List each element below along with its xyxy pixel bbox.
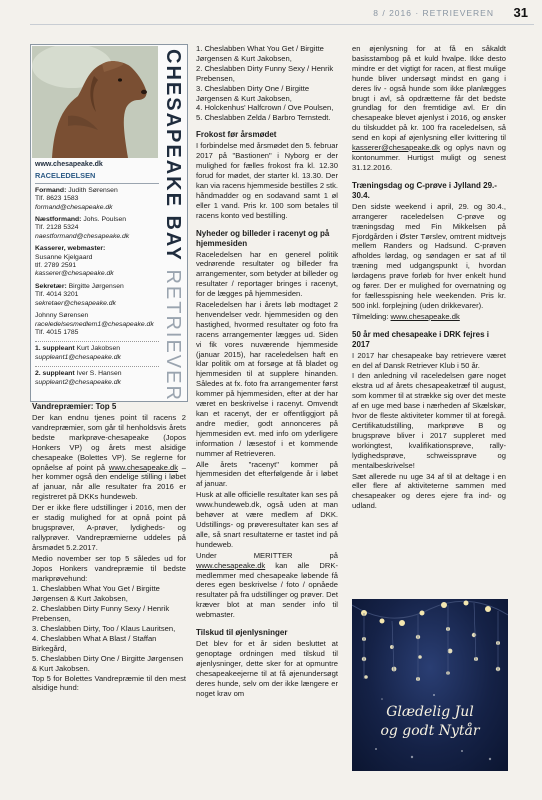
contact-name: Johs. Poulsen (83, 216, 127, 224)
dog-photo (32, 46, 158, 158)
page-number: 31 (513, 5, 528, 20)
list-item: 1. Cheslabben What You Get / Birgitte Jørgensen & Kurt Jakobsen, (32, 584, 160, 604)
divider (35, 366, 159, 367)
list-item: 1. Cheslabben What You Get / Birgitte Jørgensen & Kurt Jakobsen, (196, 44, 324, 63)
paragraph: Den sidste weekend i april, 29. og 30.4., arrangerer raceledelsen C-prøve og træningsdag med Fin Mikkelsen på Fjordgården i Øster Tørslev, omtrent midtvejs mellem Randers og Hadsund. C-prøven afholdes lørdag, og søndagen er sat af til træning med udgangspunkt i, hvordan lørdagens prøve forløb for hver enkelt hund og fører. Der er mulighed for overnatning og for fællesspisning hele weekenden. Pris kr. 500 inkl. forplejning (uden drikkevarer). (352, 201, 506, 310)
list-item: 2. Cheslabben Dirty Funny Sexy / Henrik Prebensen, (196, 63, 334, 83)
contact-formand (35, 187, 159, 212)
contact-kasserer (35, 245, 159, 279)
website-link[interactable]: www.chesapeake.dk (196, 560, 266, 570)
contact-name: Birgitte Jørgensen (68, 282, 124, 290)
role-label: Formand: (35, 186, 67, 194)
role-label: Kasserer, webmaster: (35, 245, 106, 253)
paragraph (352, 44, 506, 173)
website-link[interactable]: www.chesapeake.dk (390, 311, 460, 321)
contact-email-link[interactable]: raceledelsesmedlem1@chesapeake.dk (35, 320, 154, 328)
page-header (0, 5, 542, 21)
contact-email-link[interactable]: suppleant2@chesapeake.dk (35, 378, 121, 386)
paragraph: Raceledelsen har en generel politik vedrørende resultater og billeder fra arrangementer, som betyder at billeder og resultater / reportager bringes i racenyt, for de lægges på hjemmesiden. (196, 249, 338, 299)
contact-name: Iver S. Hansen (76, 370, 122, 378)
article-heading: Nyheder og billeder i racenyt og på hjemmesiden (196, 228, 330, 248)
paragraph: Sæt allerede nu uge 34 af til at deltage i en eller flere af aktiviteterne sammen med chesapeaker og deres ejere fra ind- og udland. (352, 471, 506, 511)
contact-name: Susanne Kjelgaard (35, 253, 93, 261)
contact-suppleant-2 (35, 370, 159, 387)
list-item: 3. Cheslabben Dirty, Too / Klaus Lauritsen, (32, 624, 176, 634)
contact-name: Kurt Jakobsen (76, 345, 121, 353)
paragraph: Der er ikke flere udstillinger i 2016, men der er stadig mulighed for at opnå point på brugsprøver, A-prøver, lydigheds- og rallyprøver. Vandrepræmierne uddeles på årsmødet 5.2.2017. (32, 503, 186, 552)
divider (35, 341, 159, 342)
header-divider (30, 24, 534, 25)
breed-title-vertical (159, 45, 187, 401)
breed-website-link[interactable]: www.chesapeake.dk (35, 161, 103, 168)
issue-label: 8 / 2016 · RETRIEVEREN (373, 8, 494, 18)
paragraph-text: kan alle DRK-medlemmer med chesapeake løbende få deres egen beskrivelse / foto / opnåede resultater på fra udstillinger og prøver. Det kræver blot at man sender info til webmaster. (196, 560, 338, 620)
paragraph-text: Der kan endnu tjenes point til racens 2 vandrepræmier, som går til henholdsvis årets bedste markprøve-chesapeake (Jopos Honkers VP) og årets mest alsidige chesapeake (Bolettes VP). Se reglerne for opnåelse af point på (32, 413, 186, 472)
contact-member (35, 312, 159, 337)
list-item: 4. Cheslabben What A Blast / Staffan Birkegård, (32, 633, 157, 653)
paragraph-text: Tilmelding: (352, 311, 391, 321)
contact-phone: tlf. 2789 2591 (35, 262, 77, 270)
article-heading: 50 år med chesapeake i DRK fejres i 2017 (352, 329, 489, 349)
contact-phone: Tlf. 2128 5324 (35, 224, 79, 232)
role-label: 1. suppleant (35, 345, 75, 353)
paragraph: Alle årets "racenyt" kommer på hjemmesiden det efterfølgende år i løbet af januar. (196, 459, 338, 489)
contact-phone: Tlf. 4014 3201 (35, 291, 79, 299)
paragraph-text: og oplys navn og kontonummer. Hurtigst muligt og senest 31.12.2016. (352, 143, 506, 172)
contact-naestformand (35, 216, 159, 241)
contact-email-link[interactable]: suppleant1@chesapeake.dk (35, 353, 121, 361)
role-label: 2. suppleant (35, 370, 75, 378)
breed-info-box (30, 44, 188, 402)
paragraph: I den anledning vil raceledelsen gøre noget ekstra ud af årets chesapeaketræf til august, som kommer til at strække sig over det meste af en uge med base i nærheden af Skælskør, hvor de fleste aktiviteter kommer til at foregå. Certifikatudstilling, markprøve B og brugsprøve bliver i 2017 suppleret med workingtest, kvalifikationsprøve, rally-lydighedsprøve, schweissprøve og mentalbeskrivelse! (352, 371, 506, 470)
greeting-line-2: og godt Nytår (380, 723, 480, 739)
contact-list (35, 161, 159, 391)
contact-email-link[interactable]: sekretaer@chesapeake.dk (35, 299, 116, 307)
paragraph: Top 5 for Bolettes Vandrepræmie til den mest alsidige hund: (32, 673, 186, 693)
column-1 (32, 402, 186, 694)
contact-name: Judith Sørensen (68, 186, 118, 194)
role-label: Næstformand: (35, 216, 82, 224)
divider (35, 183, 159, 184)
contact-name: Johnny Sørensen (35, 312, 89, 320)
paragraph-text: – her kommer også den endelige stilling i løbet af januar, når alle resultater fra 2016 er registreret på DKKs hundeweb. (32, 462, 186, 502)
article-heading: Tilskud til øjenlysninger (196, 628, 288, 638)
contact-sekretaer (35, 283, 159, 308)
contact-phone: Tlf. 4015 1785 (35, 328, 79, 336)
paragraph: Medio november ser top 5 således ud for Jopos Honkers vandrepræmie til bedste markprøvehund: (32, 553, 186, 583)
list-item: 2. Cheslabben Dirty Funny Sexy / Henrik Prebensen, (32, 604, 170, 624)
contact-email-link[interactable]: kasserer@chesapeake.dk (35, 270, 114, 278)
paragraph (352, 312, 506, 322)
contact-email-link[interactable]: formand@chesapeake.dk (35, 203, 113, 211)
website-link[interactable]: www.chesapeake.dk (108, 462, 179, 472)
section-heading: RACELEDELSEN (35, 171, 96, 181)
breed-title-main: CHESAPEAKE BAY (162, 49, 184, 262)
paragraph-text: en øjenlysning for at få en såkaldt basisstambog på et kuld hvalpe. Ikke desto mindre er det vigtigt for racen, at flest mulige hunde bliver undersøgt mindst en gang i deres liv - også hunde som ikke planlægges brugt i avl, så opdrætterne får det bedste grundlag for den fremtidige avl. Er din chesapeake blevet øjenlyst i 2016, og ønsker du tilskuddet på kr. 100 fra raceledelsen, så send en kopi af øjenlysning eller kvittering til (352, 44, 506, 143)
paragraph: I forbindelse med årsmødet den 5. februar 2017 på "Bastionen" i Nyborg er der mulighed for fælles frokost fra kl. 12.30 forud for mødet, der starter kl. 13.30. Der kan via racens hjemmeside bestilles 2 stk. håndmadder og en sodavand samt 1 øl eller 1 vand. Pris kr. 100 som betales til racens konto ved bestilling. (196, 141, 338, 220)
paragraph (196, 551, 338, 620)
article-heading: Træningsdag og C-prøve i Jylland 29.- 30.4. (352, 180, 497, 200)
column-2 (196, 44, 338, 699)
contact-phone: Tlf. 8623 1583 (35, 195, 79, 203)
list-item: 5. Cheslabben Zelda / Barbro Ternstedt. (196, 113, 331, 123)
paragraph (32, 413, 186, 502)
greeting-line-1: Glædelig Jul (386, 704, 474, 720)
breed-title-accent: RETRIEVER (162, 269, 184, 402)
list-item: 4. Holckenhus' Halfcrown / Ove Poulsen, (196, 103, 334, 113)
christmas-greeting-image (352, 599, 508, 771)
paragraph: Husk at alle officielle resultater kan ses på www.hundeweb.dk, også uden at man behøver at være medlem af DKK. Udstillings- og prøveresultater kan ses af alle, så snart resultaterne er tastet ind på hundeweb. (196, 490, 338, 549)
paragraph-text: Under MERITTER på (196, 550, 338, 560)
paragraph: Raceledelsen har i årets løb modtaget 2 henvendelser vedr. hjemmesiden og den hastighed, hvormed resultater og foto fra racens arrangementer lægges ud. Siden vi fik vores nuværende hjemmeside (januar 2015), har raceledelsen haft en klar politik om at forsøge at få bladet og hjemmesiden til at supplere hinanden. Således at fx. foto fra arrangementer først kommer på hjemmesiden, efter at der har været en beskrivelse i racenyt. Omvendt kan et racenyt, der er offentliggjort på andre medier, godt annonceres på hjemmesiden evt. med info om yderligere information / læsestof i et kommende nummer af Retrieveren. (196, 300, 338, 458)
column-3 (352, 44, 506, 512)
contact-email-link[interactable]: naestformand@chesapeake.dk (35, 232, 130, 240)
role-label: Sekretær: (35, 282, 67, 290)
email-link[interactable]: kasserer@chesapeake.dk (352, 143, 440, 153)
article-heading: Vandrepræmier: Top 5 (32, 402, 117, 411)
contact-suppleant-1 (35, 345, 159, 362)
article-heading: Frokost før årsmødet (196, 130, 277, 140)
paragraph: Det blev for et år siden besluttet at genoptage ordningen med tilskud til øjenlysninger, dette sker for at opmuntre chesapeakeejerne til at få øjenundersøgt deres hunde, selv om der ikke længere er noget krav om (196, 639, 338, 698)
list-item: 5. Cheslabben Dirty One / Birgitte Jørgensen & Kurt Jakobsen. (32, 653, 184, 673)
paragraph: I 2017 har chesapeake bay retrievere været en del af Dansk Retriever Klub i 50 år. (352, 350, 506, 370)
list-item: 3. Cheslabben Dirty One / Birgitte Jørgensen & Kurt Jakobsen, (196, 83, 310, 103)
christmas-lights-graphic (352, 599, 508, 771)
